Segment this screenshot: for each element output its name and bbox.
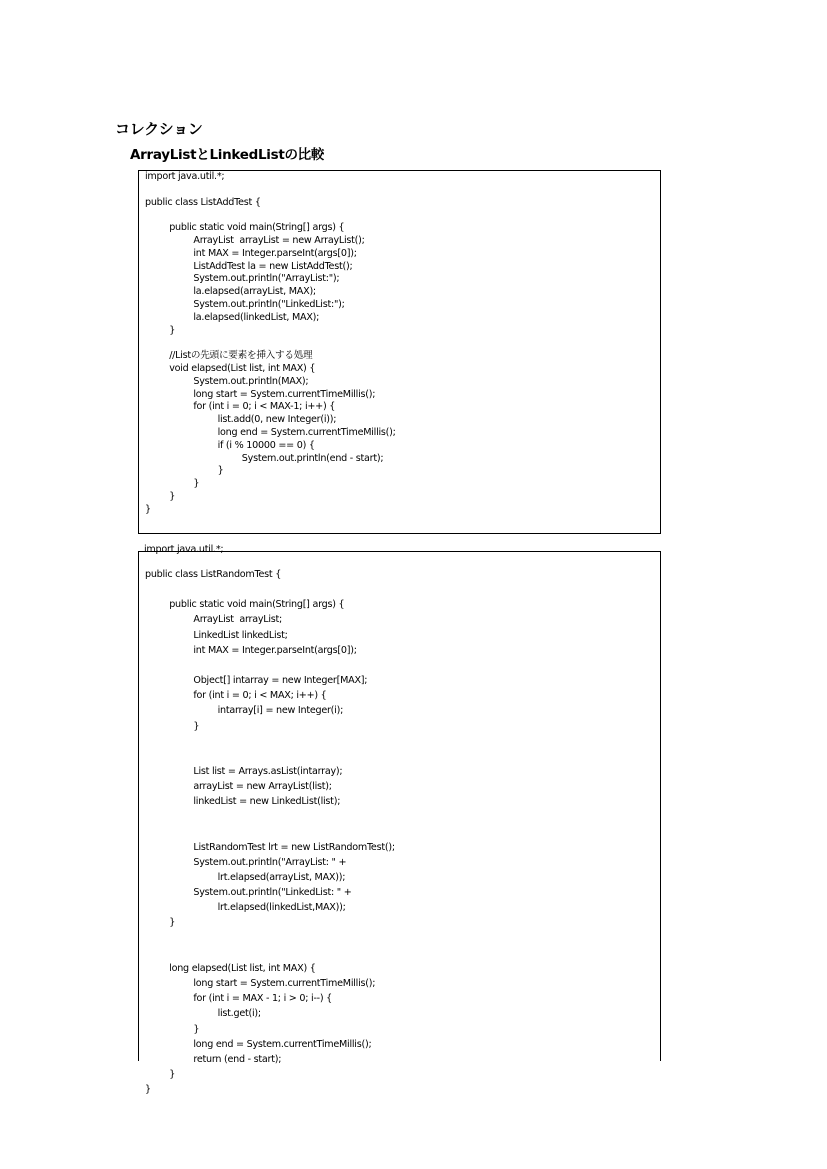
code-line: ArrayList arrayList;	[193, 614, 283, 626]
code-line: }	[193, 1023, 200, 1035]
code-line: long end = System.currentTimeMillis();	[217, 427, 396, 438]
code-line: public static void main(String[] args) {	[169, 599, 345, 611]
code-line: list.get(i);	[217, 1008, 261, 1020]
code-line: System.out.println(end - start);	[241, 452, 384, 464]
section-heading: ArrayListとLinkedListの比較	[130, 147, 325, 163]
code-line: }	[145, 1084, 151, 1096]
code-line: LinkedList linkedList;	[193, 629, 288, 641]
code-line: int MAX = Integer.parseInt(args[0]);	[193, 644, 357, 656]
code-line: System.out.println("LinkedList: " +	[193, 887, 352, 899]
code-line: }	[169, 1068, 176, 1080]
code-line: public class ListRandomTest {	[145, 569, 282, 580]
code-line: intarray[i] = new Integer(i);	[217, 705, 344, 717]
code-line: for (int i = 0; i < MAX-1; i++) {	[193, 401, 336, 413]
page-heading: コレクション	[115, 120, 203, 138]
code-line: if (i % 10000 == 0) {	[217, 439, 315, 451]
code-line: la.elapsed(arrayList, MAX);	[193, 286, 316, 298]
code-line: }	[217, 465, 224, 477]
code-line: linkedList = new LinkedList(list);	[193, 796, 341, 808]
code-line: public static void main(String[] args) {	[169, 222, 345, 234]
code-line: long end = System.currentTimeMillis();	[193, 1038, 372, 1050]
code-line: List list = Arrays.asList(intarray);	[193, 765, 343, 777]
code-line: list.add(0, new Integer(i));	[217, 414, 337, 426]
code-line: return (end - start);	[193, 1053, 282, 1065]
code-line: import java.util.*;	[145, 171, 225, 182]
code-line: Object[] intarray = new Integer[MAX];	[193, 675, 368, 687]
code-line: }	[169, 491, 176, 502]
code-line: }	[169, 324, 176, 336]
code-line: int MAX = Integer.parseInt(args[0]);	[193, 247, 357, 259]
code-line: System.out.println("ArrayList: " +	[193, 856, 347, 868]
code-line: long elapsed(List list, int MAX) {	[169, 962, 316, 974]
code-line: public class ListAddTest {	[145, 196, 261, 208]
code-line: long start = System.currentTimeMillis();	[193, 388, 376, 400]
code-line: System.out.println("ArrayList:");	[193, 273, 340, 285]
code-line: for (int i = MAX - 1; i > 0; i--) {	[193, 993, 333, 1005]
code-line: System.out.println(MAX);	[193, 375, 309, 387]
code-line: //Listの先頭に要素を挿入する処理	[169, 350, 313, 362]
code-line: void elapsed(List list, int MAX) {	[169, 363, 316, 374]
code-line: }	[145, 503, 151, 515]
code-line: }	[193, 720, 200, 732]
code-line: la.elapsed(linkedList, MAX);	[193, 311, 320, 323]
code-line: ArrayList arrayList = new ArrayList();	[193, 235, 365, 246]
code-line: arrayList = new ArrayList(list);	[193, 781, 332, 793]
code-block-2-import-line: import java.util.*;	[144, 544, 224, 555]
code-line: for (int i = 0; i < MAX; i++) {	[193, 690, 327, 702]
code-line: lrt.elapsed(linkedList,MAX));	[217, 902, 346, 914]
code-line: long start = System.currentTimeMillis();	[193, 978, 376, 990]
code-line: ListRandomTest lrt = new ListRandomTest();	[193, 841, 395, 853]
code-line: ListAddTest la = new ListAddTest();	[193, 260, 353, 272]
code-line: lrt.elapsed(arrayList, MAX));	[217, 872, 346, 883]
code-line: }	[193, 478, 200, 490]
code-line: }	[169, 917, 176, 929]
code-line: System.out.println("LinkedList:");	[193, 299, 345, 310]
